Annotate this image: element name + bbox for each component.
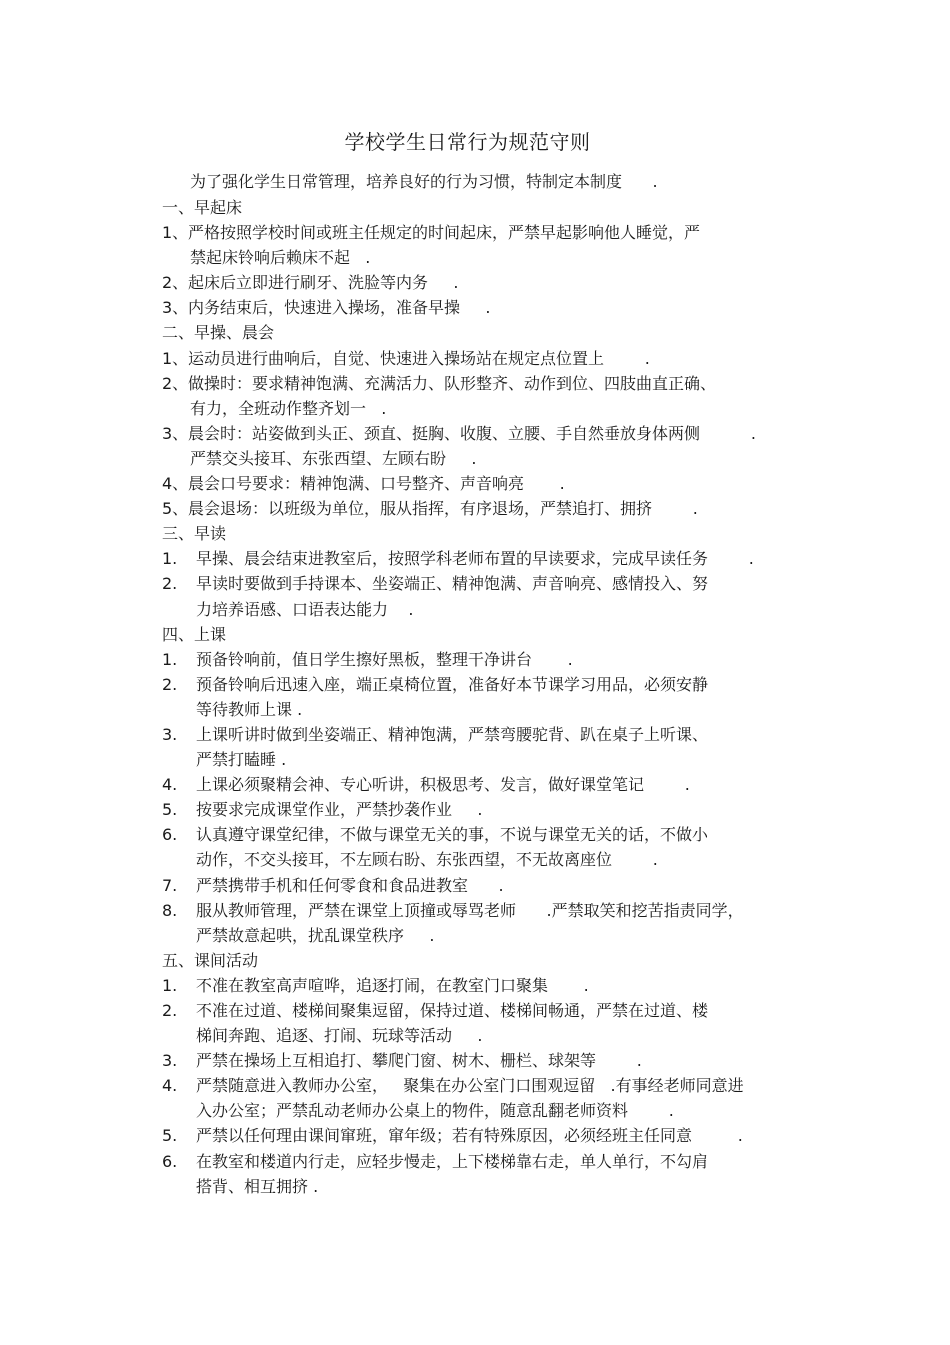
list-item-text: 入办公室；严禁乱动老师办公桌上的物件，随意乱翻老师资料 . [196,1101,674,1121]
list-item [0,295,950,320]
list-item-text: 早操、晨会结束进教室后，按照学科老师布置的早读要求，完成早读任务 . [196,549,754,569]
list-item [0,471,950,496]
list-item-text: 晨会退场：以班级为单位，服从指挥，有序退场，严禁追打、拥挤 . [188,499,698,519]
list-item-number: 7. [162,875,178,895]
list-item-continuation [0,697,950,722]
list-item-text: 内务结束后，快速进入操场，准备早操 . [188,298,491,318]
list-item-number: 3、 [162,423,189,443]
intro-paragraph: 为了强化学生日常管理，培养良好的行为习惯，特制定本制度 . [190,172,658,191]
list-item [0,371,950,396]
list-item [0,270,950,295]
list-item-number: 2. [162,1001,178,1020]
list-item-text: 预备铃响后迅速入座，端正桌椅位置，准备好本节课学习用品，必须安静 [196,674,709,694]
list-item [0,571,950,596]
list-item-text: 做操时：要求精神饱满、充满活力、队形整齐、动作到位、四肢曲直正确、 [188,373,717,393]
list-item-text: 严禁打瞌睡 . [196,750,287,770]
section-heading-text: 二、早操、晨会 [162,323,275,343]
section-heading [0,622,950,647]
list-item-continuation [0,597,950,622]
list-item [0,546,950,571]
list-item [0,496,950,521]
list-item-number: 6. [162,1151,178,1171]
list-item-number: 2、 [162,373,189,393]
list-item-number: 8. [162,900,178,920]
list-item-number: 4、 [162,474,189,494]
list-item-number: 3. [162,724,178,744]
list-item-text: 晨会时：站姿做到头正、颈直、挺胸、收腹、立腰、手自然垂放身体两侧 . [188,423,756,443]
list-item-text: 严禁以任何理由课间窜班，窜年级；若有特殊原因，必须经班主任同意 . [196,1126,743,1146]
list-item-text: 严禁故意起哄，扰乱课堂秩序 . [196,925,435,945]
section-heading [0,320,950,345]
list-item-continuation [0,396,950,421]
list-item [0,647,950,672]
list-item-number: 1、 [162,348,189,368]
list-item-text: 有力，全班动作整齐划一 . [190,398,387,418]
section-heading-text: 三、早读 [162,524,227,544]
list-item [0,998,950,1023]
list-item-continuation [0,1174,950,1199]
list-item-text: 早读时要做到手持课本、坐姿端正、精神饱满、声音响亮、感情投入、努 [196,574,709,594]
list-item-text: 搭背、相互拥挤 . [196,1176,319,1196]
section-heading-text: 四、上课 [162,624,227,644]
list-item [0,346,950,371]
list-item [0,1048,950,1073]
list-item-continuation [0,1023,950,1048]
list-item-text: 起床后立即进行刷牙、洗脸等内务 . [188,273,459,293]
section-heading [0,948,950,973]
list-item [0,220,950,245]
list-item-number: 2. [162,674,178,694]
list-item-text: 服从教师管理，严禁在课堂上顶撞或辱骂老师 .严禁取笑和挖苦指责同学， [196,900,744,920]
list-item-text: 在教室和楼道内行走，应轻步慢走，上下楼梯靠右走，单人单行，不勾肩 [196,1151,709,1171]
list-item-text: 动作，不交头接耳，不左顾右盼、东张西望，不无故离座位 . [196,850,658,870]
section-heading-text: 一、早起床 [162,198,243,217]
list-item-number: 1、 [162,223,189,243]
list-item-continuation [0,847,950,872]
list-item [0,772,950,797]
list-item-continuation [0,923,950,948]
list-item-number: 5. [162,1126,178,1146]
list-item-number: 1. [162,649,178,669]
list-item-continuation [0,747,950,772]
list-item-continuation [0,245,950,270]
list-item-text: 严禁随意进入教师办公室， 聚集在办公室门口围观逗留 .有事经老师同意进 [196,1076,744,1096]
list-item [0,797,950,822]
section-heading-text: 五、课间活动 [162,950,259,970]
list-item-number: 3、 [162,298,189,318]
list-item-text: 严格按照学校时间或班主任规定的时间起床，严禁早起影响他人睡觉，严 [188,223,701,243]
list-item-number: 1. [162,549,178,569]
section-heading [0,521,950,546]
list-item-text: 禁起床铃响后赖床不起 . [190,248,371,268]
list-item [0,973,950,998]
document-title: 学校学生日常行为规范守则 [344,130,591,154]
list-item-text: 认真遵守课堂纪律，不做与课堂无关的事，不说与课堂无关的话，不做小 [196,825,709,845]
list-item-number: 2. [162,574,178,594]
list-item-text: 力培养语感、口语表达能力 . [196,599,414,619]
list-item-number: 4. [162,775,178,795]
list-item [0,722,950,747]
document-body [0,195,950,1199]
list-item-text: 上课必须聚精会神、专心听讲，积极思考、发言，做好课堂笔记 . [196,775,690,795]
list-item [0,1123,950,1148]
list-item-text: 不准在教室高声喧哗，追逐打闹，在教室门口聚集 . [196,975,589,995]
list-item-text: 按要求完成课堂作业，严禁抄袭作业 . [196,800,483,820]
list-item [0,1073,950,1098]
list-item-text: 晨会口号要求：精神饱满、口号整齐、声音响亮 . [188,474,565,494]
list-item-text: 预备铃响前，值日学生擦好黑板，整理干净讲台 . [196,649,573,669]
list-item-number: 5. [162,800,178,820]
list-item [0,421,950,446]
list-item-number: 6. [162,825,178,845]
list-item-text: 运动员进行曲响后，自觉、快速进入操场站在规定点位置上 . [188,348,650,368]
list-item-continuation [0,446,950,471]
list-item-continuation [0,1098,950,1123]
list-item-text: 上课听讲时做到坐姿端正、精神饱满，严禁弯腰驼背、趴在桌子上听课、 [196,724,709,744]
list-item-number: 2、 [162,273,189,293]
list-item [0,873,950,898]
list-item-text: 梯间奔跑、追逐、打闹、玩球等活动 . [196,1026,483,1046]
list-item-number: 1. [162,975,178,995]
list-item [0,672,950,697]
list-item-text: 严禁携带手机和任何零食和食品进教室 . [196,875,504,895]
list-item-number: 5、 [162,499,189,519]
list-item [0,898,950,923]
list-item-number: 3. [162,1051,178,1071]
list-item-text: 不准在过道、楼梯间聚集逗留，保持过道、楼梯间畅通，严禁在过道、楼 [196,1001,709,1020]
list-item-text: 等待教师上课 . [196,699,303,719]
list-item-text: 严禁在操场上互相追打、攀爬门窗、树木、栅栏、球架等 . [196,1051,642,1071]
section-heading [0,195,950,220]
list-item-number: 4. [162,1076,178,1096]
list-item-text: 严禁交头接耳、东张西望、左顾右盼 . [190,448,477,468]
list-item [0,822,950,847]
list-item [0,1149,950,1174]
